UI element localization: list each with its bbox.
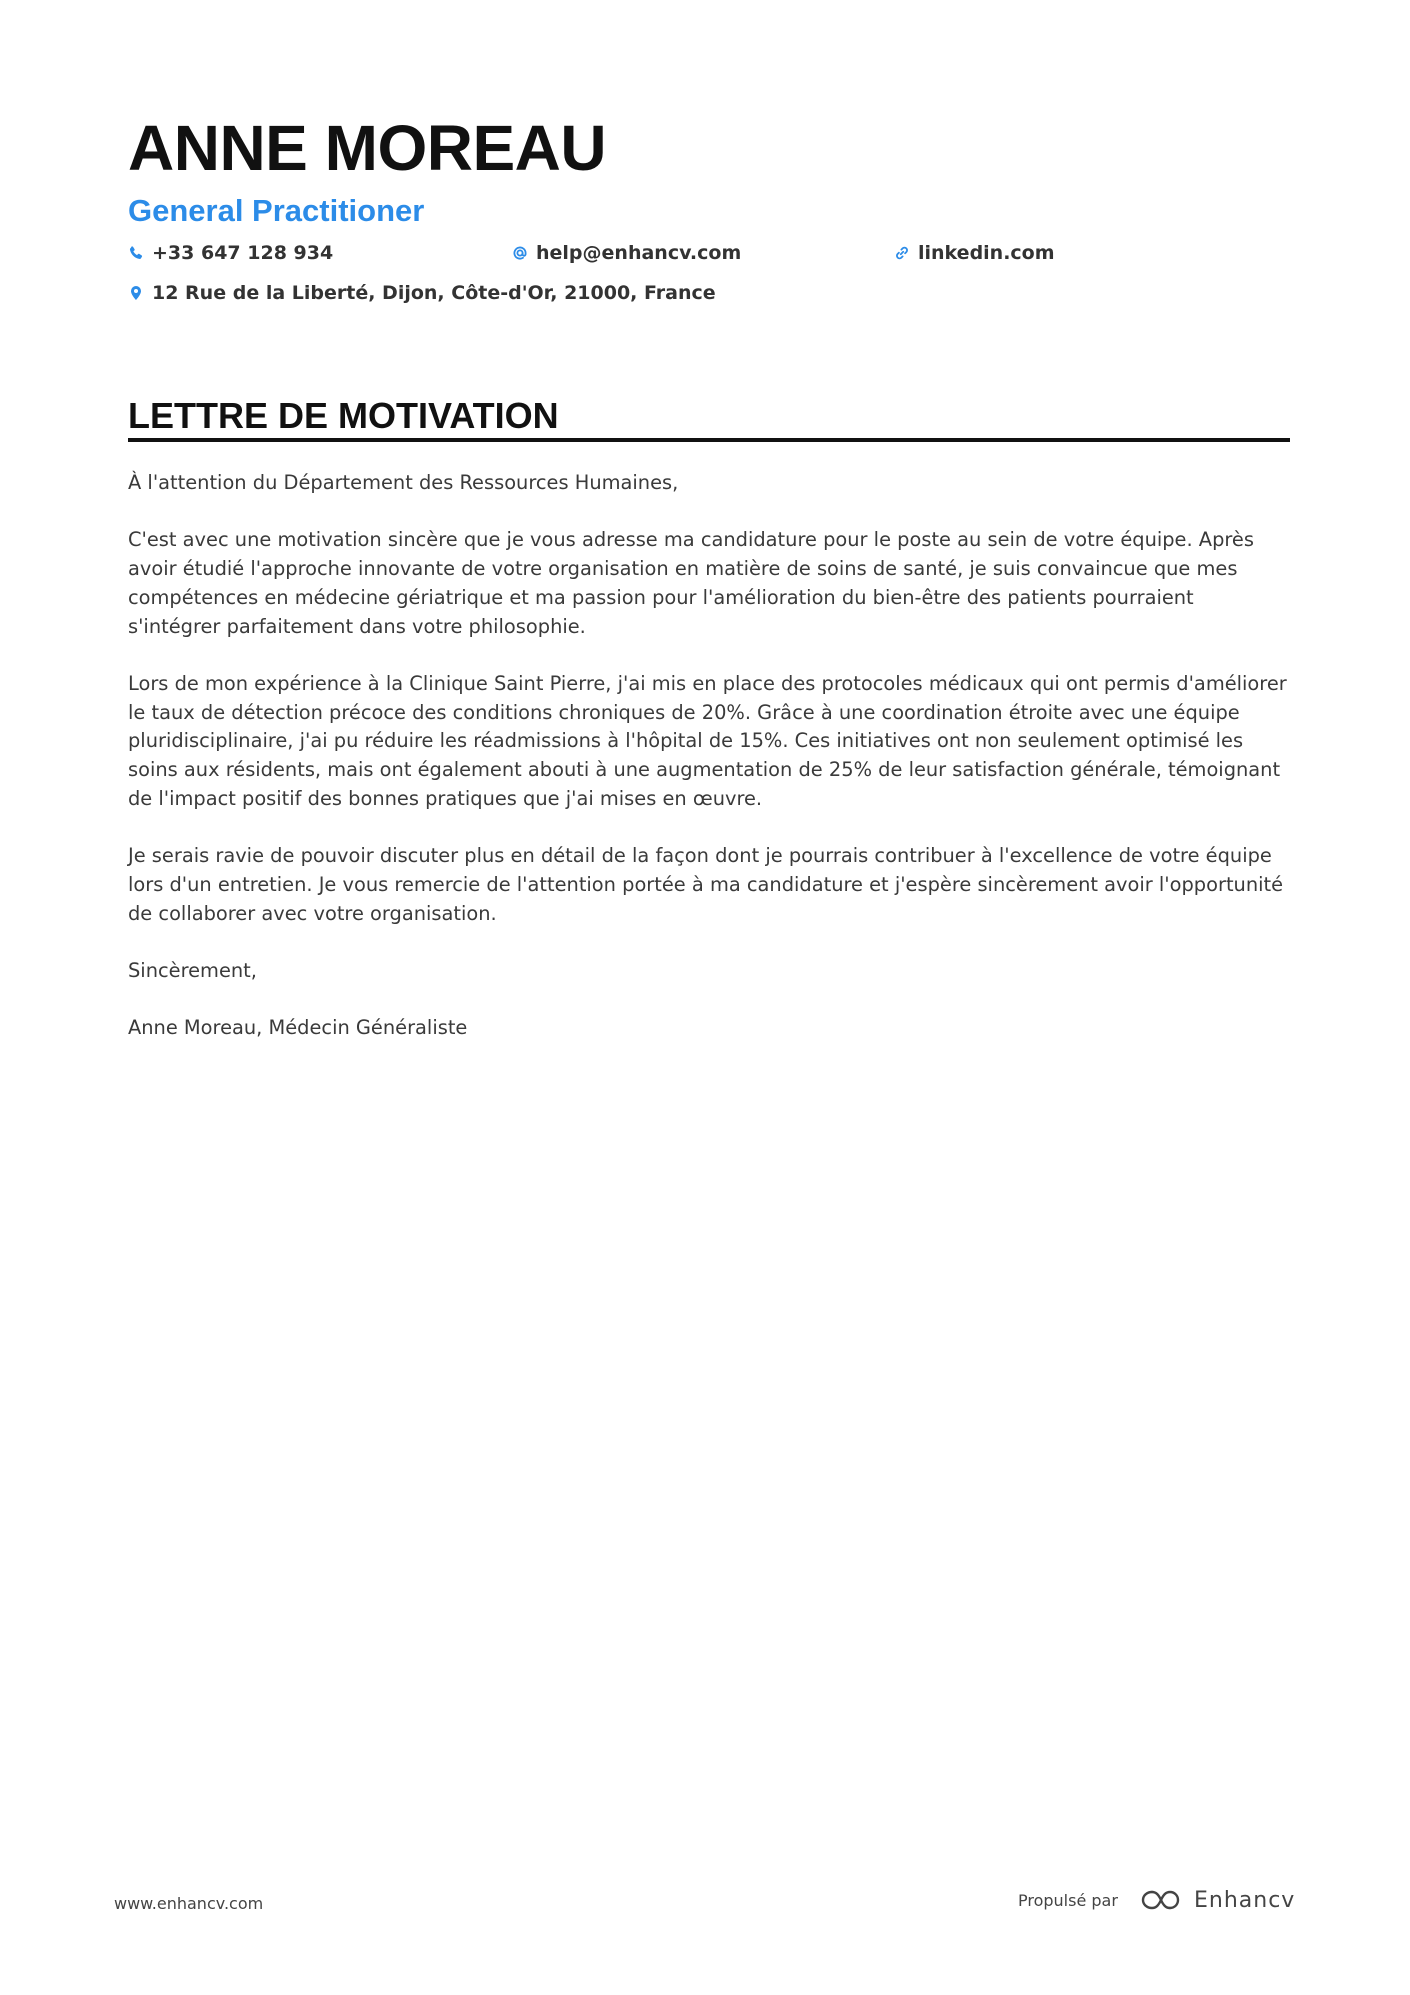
contact-email[interactable] bbox=[512, 242, 741, 264]
contact-linkedin[interactable] bbox=[894, 242, 1055, 264]
letter-signature: Anne Moreau, Médecin Généraliste bbox=[128, 1016, 468, 1040]
letter-body bbox=[128, 469, 1292, 1072]
letter-paragraph: C'est avec une motivation sincère que je vous adresse ma candidature pour le poste au sein de votre équipe. Après avoir étudié l'approche innovante de votre organisation en matière de soins de santé, je suis convaincue que mes compétences en médecine gériatrique et ma passion pour l'amélioration du bien-être des patients pourraient s'intégrer parfaitement dans votre philosophie. bbox=[128, 528, 1254, 638]
link-icon bbox=[894, 245, 910, 261]
letter-paragraph: Je serais ravie de pouvoir discuter plus en détail de la façon dont je pourrais contribuer à l'excellence de votre équipe lors d'un entretien. Je vous remercie de l'attention portée à ma candidature et j'espère sincèrement avoir l'opportunité de collaborer avec votre organisation. bbox=[128, 844, 1284, 925]
powered-by-label: Propulsé par bbox=[1018, 1891, 1118, 1910]
section-divider bbox=[128, 438, 1290, 442]
at-icon bbox=[512, 245, 528, 261]
phone-number: +33 647 128 934 bbox=[152, 242, 334, 264]
email-address[interactable]: help@enhancv.com bbox=[536, 242, 742, 264]
brand-logo[interactable] bbox=[1138, 1887, 1295, 1913]
linkedin-url[interactable]: linkedin.com bbox=[918, 242, 1055, 264]
letter-paragraph: Lors de mon expérience à la Clinique Saint Pierre, j'ai mis en place des protocoles médicaux qui ont permis d'améliorer le taux de détection précoce des conditions chroniques de 20%. Grâce à une coordination étroite avec une équipe pluridisciplinaire, j'ai pu réduire les réadmissions à l'hôpital de 15%. Ces initiatives ont non seulement optimisé les soins aux résidents, mais ont également abouti à une augmentation de 25% de leur satisfaction générale, témoignant de l'impact positif des bonnes pratiques que j'ai mises en œuvre. bbox=[128, 671, 1287, 810]
candidate-name: ANNE MOREAU bbox=[128, 112, 607, 184]
contact-address bbox=[128, 282, 716, 304]
job-title: General Practitioner bbox=[128, 193, 425, 228]
location-pin-icon bbox=[128, 285, 144, 301]
section-title: LETTRE DE MOTIVATION bbox=[128, 395, 559, 436]
brand-name: Enhancv bbox=[1194, 1887, 1296, 1913]
phone-icon bbox=[128, 245, 144, 261]
address-text: 12 Rue de la Liberté, Dijon, Côte-d'Or, 21000, France bbox=[152, 282, 716, 304]
letter-salutation: À l'attention du Département des Ressources Humaines, bbox=[128, 471, 679, 494]
letter-closing: Sincèrement, bbox=[128, 958, 257, 982]
footer-url[interactable]: www.enhancv.com bbox=[114, 1894, 264, 1913]
contact-phone bbox=[128, 242, 333, 264]
enhancv-logo-icon bbox=[1138, 1887, 1184, 1913]
